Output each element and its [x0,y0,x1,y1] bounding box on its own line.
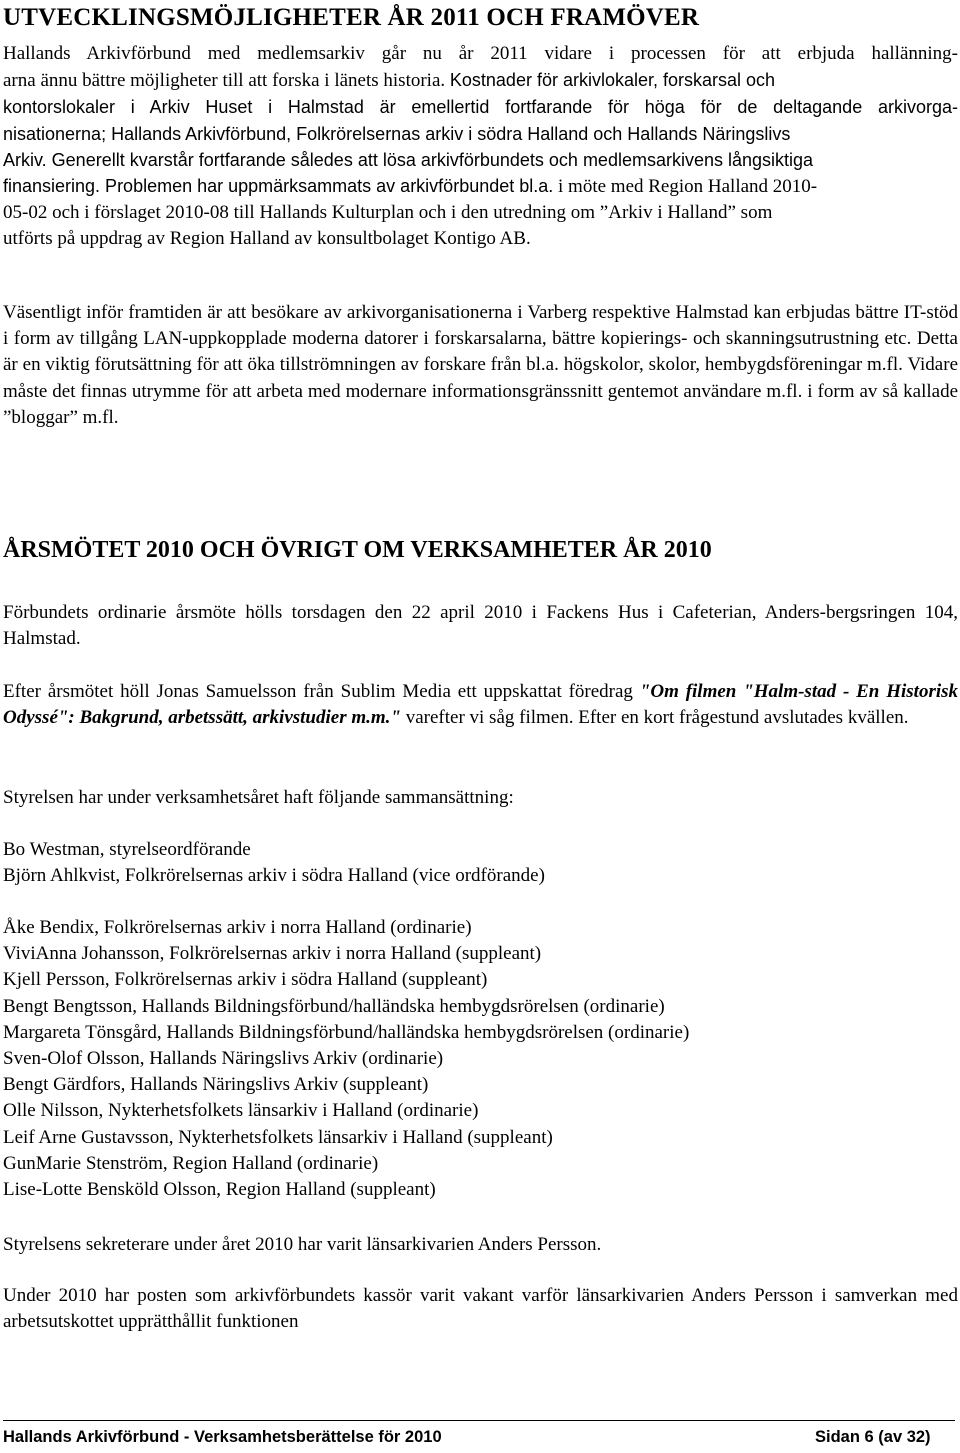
list-item: Bengt Bengtsson, Hallands Bildningsförbund/halländska hembygdsrörelsen (ordinarie) [3,995,665,1017]
paragraph-board-intro: Styrelsen har under verksamhetsåret haft följande sammansättning: [3,787,514,808]
list-item: Leif Arne Gustavsson, Nykterhetsfolkets länsarkiv i Halland (suppleant) [3,1126,553,1148]
paragraph-annual-meeting: Förbundets ordinarie årsmöte hölls torsdagen den 22 april 2010 i Fackens Hus i Cafeterian, Anders-bergsringen 104, Halmstad. [3,602,958,650]
footer-page-number: Sidan 6 (av 32) [815,1428,931,1446]
list-item: Olle Nilsson, Nykterhetsfolkets länsarkiv i Halland (ordinarie) [3,1100,479,1122]
list-item: Björn Ahlkvist, Folkrörelsernas arkiv i södra Halland (vice ordförande) [3,865,545,887]
list-item: GunMarie Stenström, Region Halland (ordinarie) [3,1152,379,1174]
lecture-title: "Om filmen "Halm-stad - En Historisk Odyssé": Bakgrund, arbetssätt, arkivstudier m.m." [3,681,959,729]
list-item: Bengt Gärdfors, Hallands Näringslivs Arkiv (suppleant) [3,1074,429,1096]
list-item: Margareta Tönsgård, Hallands Bildningsförbund/halländska hembygdsrörelsen (ordinarie) [3,1021,690,1043]
footer-divider [3,1420,955,1421]
paragraph-secretary: Styrelsens sekreterare under året 2010 har varit länsarkivarien Anders Persson. [3,1234,602,1255]
list-item: Lise-Lotte Bensköld Olsson, Region Halland (suppleant) [3,1179,436,1201]
lecture-outro: varefter vi såg filmen. Efter en kort frågestund avslutades kvällen. [405,707,909,729]
paragraph-development-funding: Hallands Arkivförbund med medlemsarkiv går nu år 2011 vidare i processen för att erbjuda hallänning- arna ännu bättre möjligheter till att forska i länets historia. Kostnader för arkivlokaler, forskarsal och kontorslokaler i Arkiv Huset i Halmstad är emellertid fortfarande för höga för de deltagande arkivorga- nisationerna; Hallands Arkivförbund, Folkrörelsernas arkiv i södra Halland och Hallands Näringslivs Arkiv. Generellt kvarstår fortfarande således att lösa arkivförbundets och medlemsarkivens långsiktiga finansiering. Problemen har uppmärksammats av arkivförbundet bl.a. i möte med Region Halland 2010- 05-02 och i förslaget 2010-08 till Hallands Kulturplan och i den utredning om ”Arkiv i Halland” som utförts på uppdrag av Region Halland av konsultbolaget Kontigo AB. [3,43,958,250]
list-item: Kjell Persson, Folkrörelsernas arkiv i södra Halland (suppleant) [3,969,488,991]
board-leaders-list [3,837,958,889]
list-item: Bo Westman, styrelseordförande [3,839,251,860]
list-item: Åke Bendix, Folkrörelsernas arkiv i norra Halland (ordinarie) [3,917,472,938]
paragraph-treasurer: Under 2010 har posten som arkivförbundets kassör varit vakant varför länsarkivarien Anders Persson i samverkan med arbetsutskottet upprätthållit funktionen [3,1285,958,1333]
paragraph-lecture [3,679,958,731]
section-heading-development: UTVECKLINGSMÖJLIGHETER ÅR 2011 OCH FRAMÖVER [3,4,700,31]
lecture-intro: Efter årsmötet höll Jonas Samuelsson från Sublim Media ett uppskattat föredrag [3,681,633,702]
section-heading-annual-meeting: ÅRSMÖTET 2010 OCH ÖVRIGT OM VERKSAMHETER ÅR 2010 [3,537,712,563]
list-item: Sven-Olof Olsson, Hallands Näringslivs Arkiv (ordinarie) [3,1048,444,1070]
list-item: ViviAnna Johansson, Folkrörelsernas arkiv i norra Halland (suppleant) [3,943,542,965]
paragraph-it-support: Väsentligt inför framtiden är att besökare av arkivorganisationerna i Varberg respektive Halmstad kan erbjudas bättre IT-stöd i form av tillgång LAN-uppkopplade moderna datorer i forskarsalarna, bättre kopierings- och skanningsutrustning etc. Detta är en viktig förutsättning för att öka tillströmningen av forskare från bl.a. högskolor, skolor, hembygdsföreningar m.fl. Vidare måste det finnas utrymme för att arbeta med modernare informationsgränssnitt gentemot användare m.fl. i form av så kallade ”bloggar” m.fl. [3,302,958,428]
footer-title: Hallands Arkivförbund - Verksamhetsberättelse för 2010 [3,1428,442,1446]
board-members-list [3,915,958,1203]
